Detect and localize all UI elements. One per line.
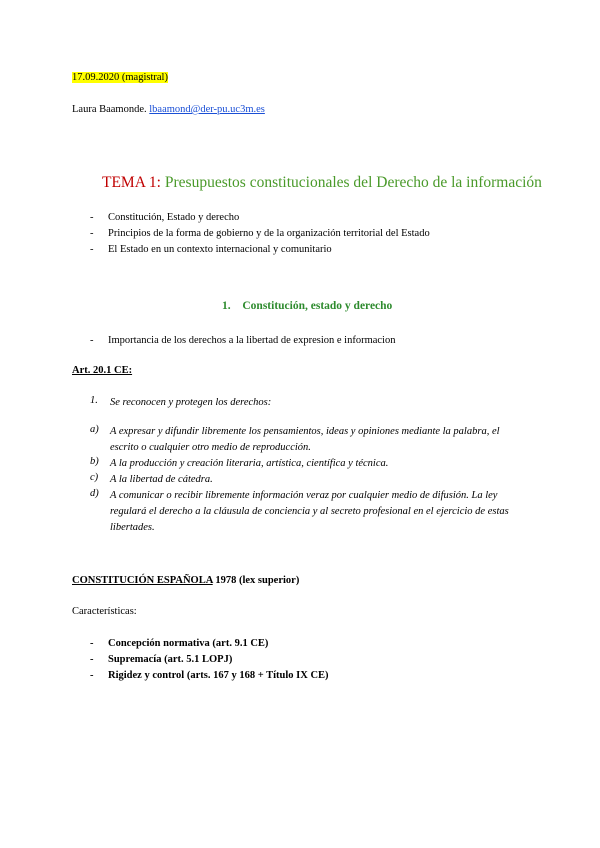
date-label: 17.09.2020 (magistral) — [72, 72, 168, 83]
constitucion-heading-underlined: CONSTITUCIÓN ESPAÑOLA — [72, 575, 213, 586]
list-item: - El Estado en un contexto internacional y comunitario — [90, 244, 332, 255]
list-item: - Concepción normativa (art. 9.1 CE) — [90, 638, 269, 649]
caracteristicas-label: Características: — [72, 606, 137, 617]
constitucion-heading — [72, 575, 299, 586]
list-item: - Principios de la forma de gobierno y de la organización territorial del Estado — [90, 228, 430, 239]
article-list — [90, 424, 530, 536]
list-item: a) A expresar y difundir libremente los pensamientos, ideas y opiniones mediante la palabra, el escrito o cualquier otro medio de reproducción. — [90, 424, 500, 453]
article-heading: Art. 20.1 CE: — [72, 365, 133, 376]
caracteristicas-list — [90, 636, 329, 684]
section1-heading — [222, 300, 392, 312]
intro-text: Se reconocen y protegen los derechos: — [110, 397, 272, 408]
tema-heading — [102, 174, 542, 192]
date-line — [72, 72, 168, 83]
intro-marker: 1. — [90, 395, 98, 406]
author-name: Laura Baamonde. — [72, 104, 147, 115]
list-item: - Constitución, Estado y derecho — [90, 212, 240, 223]
article-intro — [90, 395, 271, 411]
list-item: - Importancia de los derechos a la libertad de expresion e informacion — [90, 335, 396, 346]
tema-number: TEMA 1: — [102, 174, 161, 191]
tema-list — [90, 210, 430, 258]
section1-title: Constitución, estado y derecho — [242, 300, 393, 312]
section1-number: 1. — [222, 300, 231, 312]
tema-title: Presupuestos constitucionales del Derecho de la información — [164, 174, 542, 191]
constitucion-heading-rest: 1978 (lex superior) — [212, 575, 300, 586]
author-email-link[interactable]: lbaamond@der-pu.uc3m.es — [149, 104, 265, 115]
list-item: - Supremacía (art. 5.1 LOPJ) — [90, 654, 233, 665]
list-item: d) A comunicar o recibir libremente información veraz por cualquier medio de difusión. La ley regulará el derecho a la cláusula de conciencia y al secreto profesional en el ejercicio de estas libertades. — [90, 488, 509, 533]
section1-list — [90, 333, 395, 349]
list-item: - Rigidez y control (arts. 167 y 168 + Título IX CE) — [90, 670, 329, 681]
author-line — [72, 104, 265, 115]
list-item: b) A la producción y creación literaria, artística, científica y técnica. — [90, 456, 389, 469]
list-item: c) A la libertad de cátedra. — [90, 472, 213, 485]
